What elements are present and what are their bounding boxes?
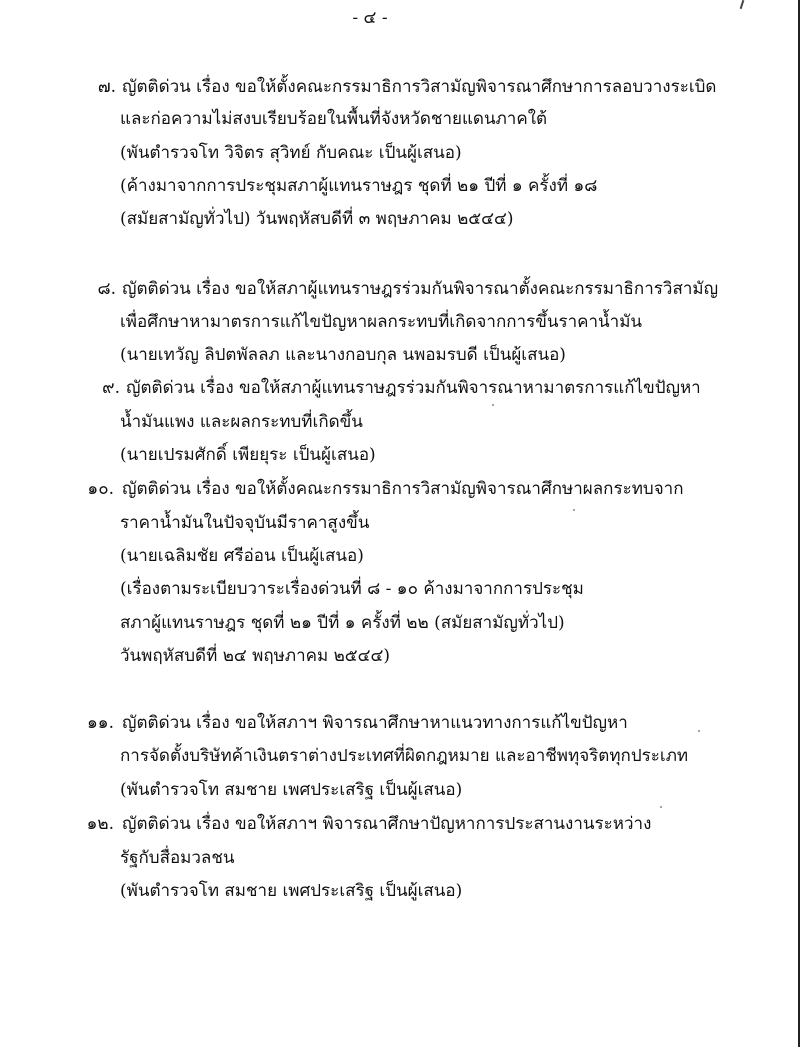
item-number: ๙. [102,378,120,398]
item-line: ญัตติด่วน เรื่อง ขอให้สภาฯ พิจารณาศึกษาหาแนวทางการแก้ไขปัญหา [122,713,628,733]
item-line: (นายเทวัญ ลิปตพัลลภ และนางกอบกุล นพอมรบดี เป็นผู้เสนอ) [120,345,566,365]
item-line: สภาผู้แทนราษฎร ชุดที่ ๒๑ ปีที่ ๑ ครั้งที่ ๒๒ (สมัยสามัญทั่วไป) [120,613,565,633]
item-number: ๑๑. [87,713,114,733]
scan-mark [740,0,745,9]
scan-speck [698,730,700,732]
item-line: น้ำมันแพง และผลกระทบที่เกิดขึ้น [120,412,363,432]
item-number: ๑๒. [86,814,114,834]
item-line: รัฐกับสื่อมวลชน [120,848,235,868]
item-line: และก่อความไม่สงบเรียบร้อยในพื้นที่จังหวัดชายแดนภาคใต้ [120,109,548,129]
item-line: ญัตติด่วน เรื่อง ขอให้ตั้งคณะกรรมาธิการวิสามัญพิจารณาศึกษาผลกระทบจาก [122,479,684,499]
item-line: (นายเฉลิมชัย ศรีอ่อน เป็นผู้เสนอ) [120,546,364,566]
item-number: ๘. [97,279,116,299]
item-line: (ค้างมาจากการประชุมสภาผู้แทนราษฎร ชุดที่ ๒๑ ปีที่ ๑ ครั้งที่ ๑๘ [120,176,598,196]
scan-speck [660,806,662,808]
item-number: ๑๐. [87,479,114,499]
item-line: (นายเปรมศักดิ์ เพียยุระ เป็นผู้เสนอ) [120,445,376,465]
scan-speck [492,404,494,406]
page-number: - ๔ - [352,8,388,28]
item-line: (เรื่องตามระเบียบวาระเรื่องด่วนที่ ๘ - ๑๐ ค้างมาจากการประชุม [120,579,584,599]
item-line: (สมัยสามัญทั่วไป) วันพฤหัสบดีที่ ๓ พฤษภาคม ๒๕๔๔) [120,209,514,229]
item-line: (พันตำรวจโท วิจิตร สุวิทย์ กับคณะ เป็นผู้เสนอ) [120,143,462,163]
item-line: (พันตำรวจโท สมชาย เพศประเสริฐ เป็นผู้เสนอ) [120,881,463,901]
item-line: การจัดตั้งบริษัทค้าเงินตราต่างประเทศที่ผิดกฎหมาย และอาชีพทุจริตทุกประเภท [120,746,689,766]
item-line: ญัตติด่วน เรื่อง ขอให้สภาผู้แทนราษฎรร่วมกันพิจารณาหามาตรการแก้ไขปัญหา [126,378,701,398]
item-line: ญัตติด่วน เรื่อง ขอให้สภาฯ พิจารณาศึกษาปัญหาการประสานงานระหว่าง [122,814,652,834]
item-line: ราคาน้ำมันในปัจจุบันมีราคาสูงขึ้น [120,513,370,533]
item-line: เพื่อศึกษาหามาตรการแก้ไขปัญหาผลกระทบที่เกิดจากการขึ้นราคาน้ำมัน [120,312,643,332]
scan-speck [573,509,575,511]
item-number: ๗. [97,77,116,97]
item-line: (พันตำรวจโท สมชาย เพศประเสริฐ เป็นผู้เสนอ) [120,780,463,800]
item-line: ญัตติด่วน เรื่อง ขอให้ตั้งคณะกรรมาธิการวิสามัญพิจารณาศึกษาการลอบวางระเบิด [122,77,717,97]
item-line: วันพฤหัสบดีที่ ๒๔ พฤษภาคม ๒๕๔๔) [120,646,391,666]
item-line: ญัตติด่วน เรื่อง ขอให้สภาผู้แทนราษฎรร่วมกันพิจารณาตั้งคณะกรรมาธิการวิสามัญ [122,279,719,299]
